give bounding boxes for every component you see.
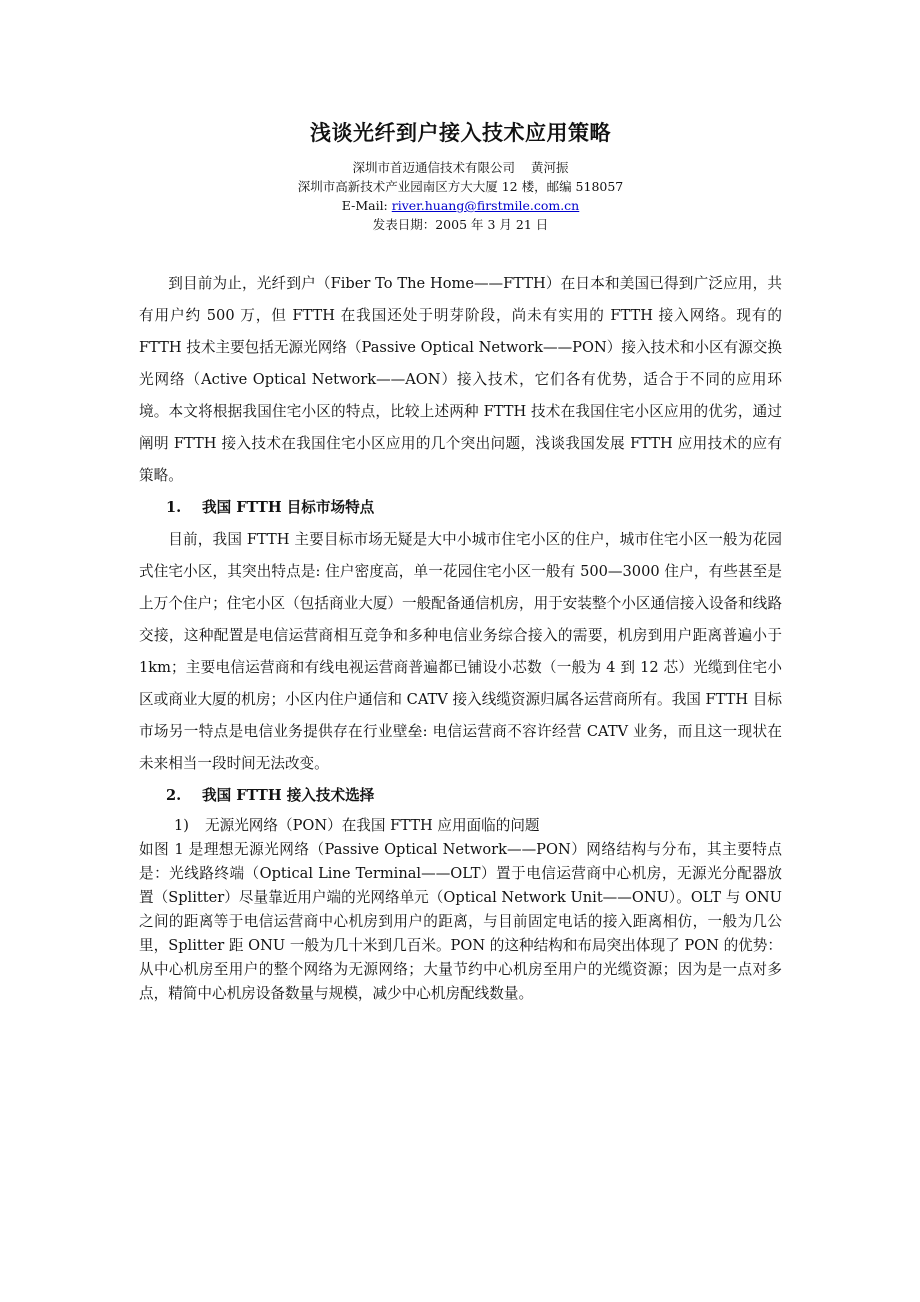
section-2-number: 2. (166, 787, 182, 804)
section-1-heading (139, 492, 782, 524)
article-body (139, 268, 782, 1006)
email-label: E-Mail: (341, 198, 392, 213)
subsection-1-title: 无源光网络（PON）在我国 FTTH 应用面临的问题 (205, 817, 540, 834)
document-title: 浅谈光纤到户接入技术应用策略 (310, 121, 611, 145)
author-line: 深圳市首迈通信技术有限公司 黄河振 (352, 160, 569, 175)
intro-paragraph: 到目前为止，光纤到户（Fiber To The Home——FTTH）在日本和美国已得到广泛应用，共有用户约 500 万，但 FTTH 在我国还处于明芽阶段，尚未有实用的 FTTH 接入网络。现有的 FTTH 技术主要包括无源光网络（Passive Optical Network——PON）接入技术和小区有源交换光网络（Active Optical Network——AON）接入技术，它们各有优势，适合于不同的应用环境。本文将根据我国住宅小区的特点，比较上述两种 FTTH 技术在我国住宅小区应用的优劣，通过阐明 FTTH 接入技术在我国住宅小区应用的几个突出问题，浅谈我国发展 FTTH 应用技术的应有策略。 (139, 275, 782, 484)
section-1-title: 我国 FTTH 目标市场特点 (202, 499, 375, 516)
section-2-paragraph: 如图 1 是理想无源光网络（Passive Optical Network——PON）网络结构与分布，其主要特点是：光线路终端（Optical Line Terminal——OLT）置于电信运营商中心机房，无源光分配器放置（Splitter）尽量靠近用户端的光网络单元（Optical Network Unit——ONU）。OLT 与 ONU 之间的距离等于电信运营商中心机房到用户的距离，与目前固定电话的接入距离相仿，一般为几公里，Splitter 距 ONU 一般为几十米到几百米。PON 的这种结构和布局突出体现了 PON 的优势：从中心机房至用户的整个网络为无源网络；大量节约中心机房至用户的光缆资源；因为是一点对多点，精简中心机房设备数量与规模，减少中心机房配线数量。 (139, 841, 782, 1002)
section-1-number: 1. (166, 499, 182, 516)
author-info (139, 158, 782, 234)
email-line (139, 196, 782, 215)
subsection-1-heading (139, 814, 782, 838)
email-link[interactable]: river.huang@firstmile.com.cn (391, 198, 580, 213)
subsection-1-number: 1) (174, 817, 189, 834)
section-1-paragraph: 目前，我国 FTTH 主要目标市场无疑是大中小城市住宅小区的住户，城市住宅小区一般为花园式住宅小区，其突出特点是: 住户密度高，单一花园住宅小区一般有 500—3000 住户，有些甚至是上万个住户；住宅小区（包括商业大厦）一般配备通信机房，用于安装整个小区通信接入设备和线路交接，这种配置是电信运营商相互竞争和多种电信业务综合接入的需要，机房到用户距离普遍小于 1km；主要电信运营商和有线电视运营商普遍都已铺设小芯数（一般为 4 到 12 芯）光缆到住宅小区或商业大厦的机房；小区内住户通信和 CATV 接入线缆资源归属各运营商所有。我国 FTTH 目标市场另一特点是电信业务提供存在行业壁垒: 电信运营商不容许经营 CATV 业务，而且这一现状在未来相当一段时间无法改变。 (139, 531, 782, 772)
section-2-title: 我国 FTTH 接入技术选择 (202, 787, 375, 804)
section-2-heading (139, 780, 782, 812)
publish-date: 发表日期：2005 年 3 月 21 日 (372, 217, 549, 232)
address-line: 深圳市高新技术产业园南区方大大厦 12 楼，邮编 518057 (297, 179, 624, 194)
